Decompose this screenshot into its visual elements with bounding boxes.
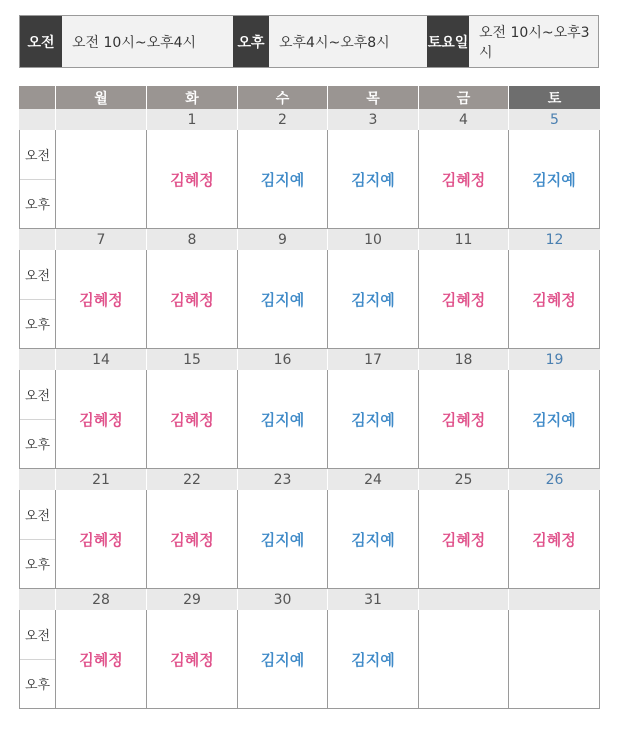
date-number: 18: [419, 349, 509, 370]
date-number: 10: [328, 229, 419, 250]
hours-value-pm: 오후4시~오후8시: [279, 34, 390, 51]
doctor-cell: 김혜정: [147, 250, 238, 348]
doctor-cell: 김혜정: [56, 250, 147, 348]
date-number: 24: [328, 469, 419, 490]
doctor-cell: 김지예: [238, 250, 328, 348]
doctor-row: [19, 490, 600, 588]
header-blank: [19, 86, 56, 109]
doctor-cell: 김혜정: [56, 610, 147, 708]
doctor-cell: 김지예: [238, 370, 328, 468]
date-number: 9: [238, 229, 328, 250]
date-number: 23: [238, 469, 328, 490]
doctor-cell: 김혜정: [147, 490, 238, 588]
date-number: 14: [56, 349, 147, 370]
am-label: 오전: [20, 490, 55, 540]
calendar-week: [19, 229, 600, 349]
date-number: 26: [545, 471, 564, 488]
doctor-cell: 김혜정: [419, 490, 509, 588]
hours-label-saturday: 토요일: [427, 16, 469, 67]
hours-label-pm: 오후: [233, 16, 269, 67]
ampm-column: [19, 490, 56, 588]
am-label: 오전: [20, 130, 55, 180]
date-row-blank: [19, 589, 56, 610]
doctor-cell: 김혜정: [147, 370, 238, 468]
doctor-cell: [56, 130, 147, 228]
am-label: 오전: [20, 370, 55, 420]
ampm-column: [19, 130, 56, 228]
weekday-sat: 토: [509, 86, 600, 109]
calendar-week: [19, 469, 600, 589]
date-number: 29: [147, 589, 238, 610]
doctor-cell: 김혜정: [419, 250, 509, 348]
date-number: 11: [419, 229, 509, 250]
weekday-fri: 금: [419, 86, 509, 109]
date-number: 1: [147, 109, 238, 130]
weekday-tue: 화: [147, 86, 238, 109]
schedule-calendar: [19, 86, 600, 709]
doctor-cell: 김지예: [328, 130, 419, 228]
calendar-week: [19, 109, 600, 229]
weekday-thu: 목: [328, 86, 419, 109]
date-number: 5: [550, 111, 559, 128]
doctor-cell: 김혜정: [419, 130, 509, 228]
date-number: 7: [56, 229, 147, 250]
date-number: 28: [56, 589, 147, 610]
hours-value-am: 오전 10시~오후4시: [72, 34, 197, 51]
calendar-weeks: [19, 109, 600, 709]
date-number: 15: [147, 349, 238, 370]
weekday-wed: 수: [238, 86, 328, 109]
doctor-cell: 김지예: [328, 490, 419, 588]
date-number: 2: [238, 109, 328, 130]
doctor-row: [19, 370, 600, 468]
calendar-week: [19, 589, 600, 709]
ampm-column: [19, 610, 56, 708]
date-number: 25: [419, 469, 509, 490]
date-number: 8: [147, 229, 238, 250]
date-number: 4: [419, 109, 509, 130]
date-number: 3: [328, 109, 419, 130]
date-number: 21: [56, 469, 147, 490]
am-label: 오전: [20, 250, 55, 300]
date-number-row: [19, 589, 600, 610]
doctor-cell: 김지예: [238, 610, 328, 708]
doctor-row: [19, 130, 600, 228]
doctor-cell: 김혜정: [56, 370, 147, 468]
doctor-cell: 김혜정: [419, 370, 509, 468]
doctor-cell: 김지예: [509, 130, 600, 228]
doctor-cell: 김혜정: [147, 610, 238, 708]
pm-label: 오후: [24, 438, 51, 454]
date-number: [419, 589, 509, 610]
date-number: 17: [328, 349, 419, 370]
date-row-blank: [19, 469, 56, 490]
date-number: 16: [238, 349, 328, 370]
date-number-row: [19, 469, 600, 490]
doctor-cell: 김혜정: [147, 130, 238, 228]
date-number: 31: [328, 589, 419, 610]
doctor-cell: 김혜정: [509, 490, 600, 588]
doctor-row: [19, 610, 600, 708]
date-number-row: [19, 349, 600, 370]
doctor-cell: 김지예: [328, 250, 419, 348]
pm-label: 오후: [24, 678, 51, 694]
hours-label-am: 오전: [20, 16, 62, 67]
date-number: 19: [545, 351, 564, 368]
doctor-cell: 김혜정: [56, 490, 147, 588]
pm-label: 오후: [24, 318, 51, 334]
ampm-column: [19, 370, 56, 468]
date-number: [56, 109, 147, 130]
doctor-cell: 김지예: [328, 610, 419, 708]
date-number: 30: [238, 589, 328, 610]
pm-label: 오후: [24, 198, 51, 214]
doctor-cell: 김지예: [328, 370, 419, 468]
doctor-cell: 김혜정: [509, 250, 600, 348]
hours-value-saturday: 오전 10시~오후3시: [479, 24, 590, 61]
date-number: [509, 589, 600, 610]
doctor-row: [19, 250, 600, 348]
doctor-cell: [509, 610, 600, 708]
date-number-row: [19, 229, 600, 250]
office-hours-bar: [19, 15, 599, 68]
pm-label: 오후: [24, 558, 51, 574]
doctor-cell: 김지예: [238, 490, 328, 588]
am-label: 오전: [20, 610, 55, 660]
ampm-column: [19, 250, 56, 348]
doctor-cell: [419, 610, 509, 708]
weekday-mon: 월: [56, 86, 147, 109]
weekday-header: [19, 86, 600, 109]
calendar-week: [19, 349, 600, 469]
date-number: 22: [147, 469, 238, 490]
date-number: 12: [545, 231, 564, 248]
doctor-cell: 김지예: [509, 370, 600, 468]
doctor-cell: 김지예: [238, 130, 328, 228]
date-number-row: [19, 109, 600, 130]
date-row-blank: [19, 109, 56, 130]
date-row-blank: [19, 229, 56, 250]
date-row-blank: [19, 349, 56, 370]
